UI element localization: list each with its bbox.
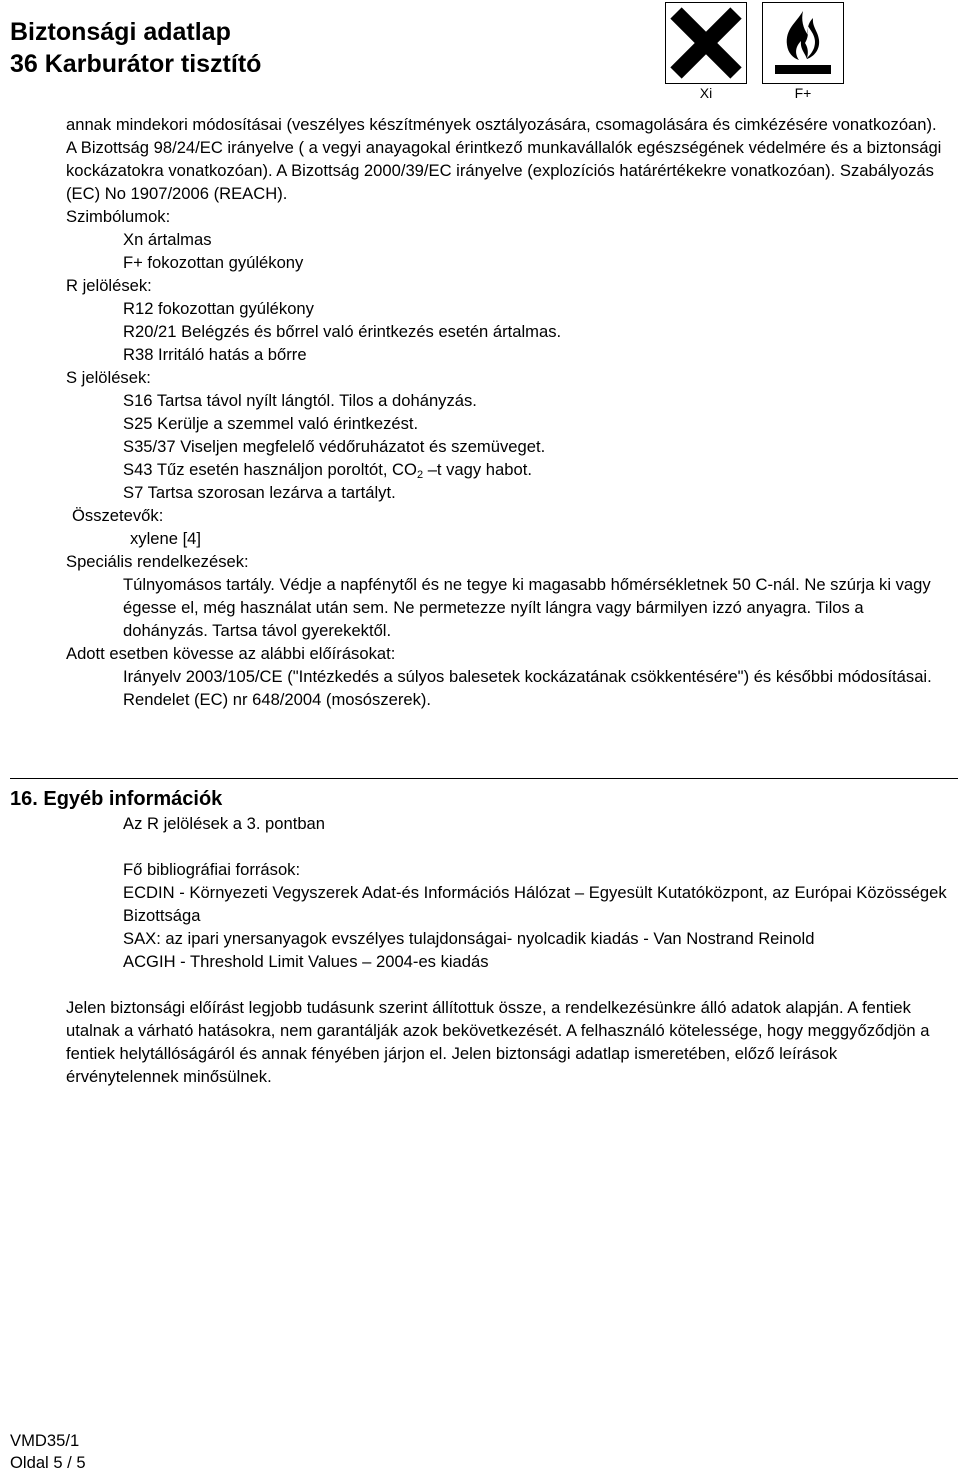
product-name: 36 Karburátor tisztító: [10, 50, 262, 78]
hazard-symbol-xi: [665, 2, 747, 101]
component-item: xylene [4]: [130, 529, 202, 548]
r-phrases-reference: Az R jelölések a 3. pontban: [123, 814, 326, 833]
s-phrase: S16 Tartsa távol nyílt lángtól. Tilos a dohányzás.: [123, 391, 477, 410]
bibliography-label: Fő bibliográfiai források:: [123, 860, 301, 879]
r-phrases-label: R jelölések:: [66, 276, 152, 295]
page-number: Oldal 5 / 5: [10, 1453, 86, 1472]
section-15-regulatory: [66, 113, 950, 711]
section-16-heading: 16. Egyéb információk: [10, 788, 223, 810]
s-phrases-label: S jelölések:: [66, 368, 151, 387]
r-phrase: R12 fokozottan gyúlékony: [123, 299, 314, 318]
bibliography-item: ACGIH - Threshold Limit Values – 2004-es kiadás: [123, 952, 489, 971]
s-phrase: S25 Kerülje a szemmel való érintkezést.: [123, 414, 419, 433]
symbol-xn: Xn ártalmas: [123, 230, 212, 249]
section-16-other-info: [123, 812, 953, 973]
flame-icon: [763, 3, 843, 83]
bibliography-item: SAX: az ipari ynersanyagok evszélyes tulajdonságai- nyolcadik kiadás - Van Nostrand Reinold: [123, 929, 815, 948]
special-provisions-label: Speciális rendelkezések:: [66, 552, 249, 571]
s-phrase: S7 Tartsa szorosan lezárva a tartályt.: [123, 483, 396, 502]
bibliography-item: ECDIN - Környezeti Vegyszerek Adat-és Információs Hálózat – Egyesült Kutatóközpont, az Európai Közösségek Bizottsága: [123, 883, 947, 925]
hazard-code-xi: Xi: [699, 85, 713, 101]
hazard-code-f-plus: F+: [794, 85, 812, 101]
r-phrase: R38 Irritáló hatás a bőrre: [123, 345, 307, 364]
r-phrase: R20/21 Belégzés és bőrrel való érintkezés esetén ártalmas.: [123, 322, 562, 341]
document-code: VMD35/1: [10, 1431, 80, 1450]
cross-icon: [666, 3, 746, 83]
section-divider: [10, 778, 958, 779]
document-title: Biztonsági adatlap: [10, 18, 231, 46]
regulation-intro-text: annak mindekori módosításai (veszélyes készítmények osztályozására, csomagolására és cimkézésére vonatkozóan). A Bizottság 98/24/EC irányelve ( a vegyi anayagokal érintkező munkavállalók egészségének védelmére és a biztonsági kockázatokra vonatkozóan). A Bizottság 2000/39/EC irányelve (explozíciós határértékekre vonatkozóan). Szabályozás (EC) No 1907/2006 (REACH).: [66, 115, 942, 203]
components-label: Összetevők:: [72, 506, 164, 525]
hazard-symbol-f-plus: [762, 2, 844, 101]
s-phrase: S35/37 Viseljen megfelelő védőruházatot és szemüveget.: [123, 437, 546, 456]
symbols-label: Szimbólumok:: [66, 207, 171, 226]
follow-regulations-label: Adott esetben kövesse az alábbi előírásokat:: [66, 644, 396, 663]
page-footer: [10, 1430, 86, 1474]
symbol-f-plus: F+ fokozottan gyúlékony: [123, 253, 304, 272]
s-phrase-s43: S43 Tűz esetén használjon poroltót, $CO_2$ –t vagy habot.: [123, 460, 532, 481]
disclaimer-text: Jelen biztonsági előírást legjobb tudásunk szerint állítottuk össze, a rendelkezésünkre álló adatok alapján. A fentiek utalnak a várható hatásokra, nem garantálják azok bekövetkezését. A felhasználó kötelessége, hogy meggyőződjön a fentiek helytállóságáról és annak fényében járjon el. Jelen biztonsági adatlap ismeretében, előző leírások érvénytelennek minősülnek.: [66, 998, 930, 1086]
document-header: [10, 16, 261, 80]
regulation-item: Rendelet (EC) nr 648/2004 (mosószerek).: [123, 690, 432, 709]
regulation-item: Irányelv 2003/105/CE ("Intézkedés a súlyos balesetek kockázatának csökkentésére") és későbbi módosításai.: [123, 667, 932, 686]
special-provisions-text: Túlnyomásos tartály. Védje a napfénytől és ne tegye ki magasabb hőmérsékletnek 50 C-nál. Ne szúrja ki vagy égesse el, még használat után sem. Ne permetezze nyílt lángra vagy bármilyen izzó anyagra. Tilos a dohányzás. Tartsa távol gyerekektől.: [123, 575, 931, 640]
